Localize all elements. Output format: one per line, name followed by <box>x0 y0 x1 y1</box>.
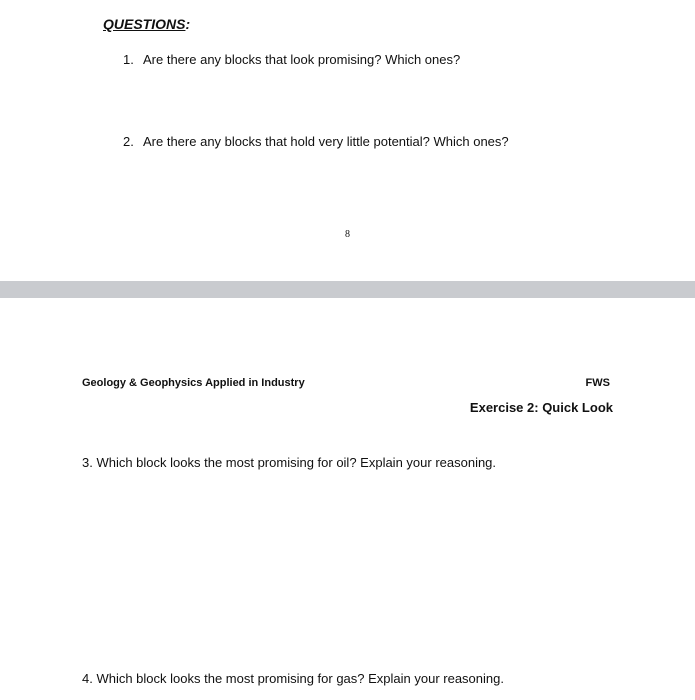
document-page-8 <box>0 0 695 281</box>
question-2 <box>123 134 509 150</box>
question-3: 3. Which block looks the most promising for oil? Explain your reasoning. <box>82 455 497 470</box>
question-4: 4. Which block looks the most promising for gas? Explain your reasoning. <box>82 671 504 686</box>
questions-heading-colon: : <box>185 16 191 32</box>
running-header-course: Geology & Geophysics Applied in Industry <box>82 377 305 389</box>
question-1 <box>123 52 460 68</box>
document-page-9 <box>0 298 695 700</box>
question-1-text: Are there any blocks that look promising? Which ones? <box>143 52 461 67</box>
questions-heading <box>103 16 190 32</box>
page-separator <box>0 281 695 298</box>
running-header-initials: FWS <box>585 377 610 389</box>
question-2-text: Are there any blocks that hold very little potential? Which ones? <box>143 134 509 149</box>
question-1-number: 1. <box>123 52 134 67</box>
questions-heading-text: QUESTIONS <box>103 16 186 32</box>
exercise-title: Exercise 2: Quick Look <box>469 400 613 415</box>
question-2-number: 2. <box>123 134 134 149</box>
page-number: 8 <box>345 229 350 240</box>
